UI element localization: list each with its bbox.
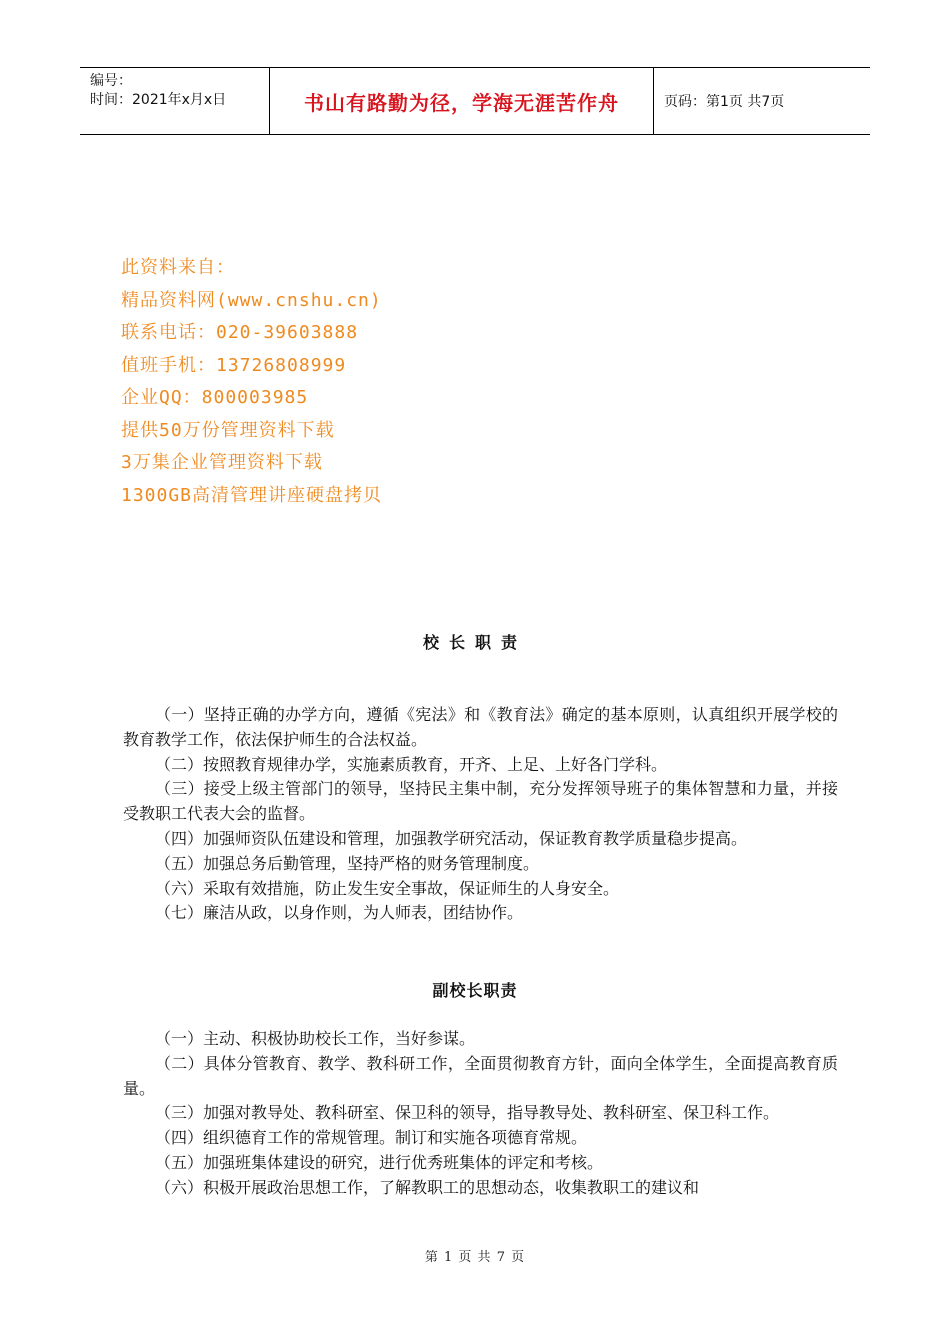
duty-item: （二）按照教育规律办学，实施素质教育，开齐、上足、上好各门学科。: [155, 754, 668, 774]
header-info-cell: [80, 68, 270, 134]
promo-line: 联系电话：020-39603888: [121, 322, 359, 343]
vice-principal-duties-title: 副校长职责: [432, 981, 518, 1000]
promo-line: 1300GB高清管理讲座硬盘拷贝: [121, 484, 383, 506]
document-time-label: 时间：2021年x月x日: [90, 92, 227, 108]
duty-item: （四）加强师资队伍建设和管理，加强教学研究活动，保证教育教学质量稳步提高。: [155, 828, 748, 848]
duty-item: （六）积极开展政治思想工作，了解教职工的思想动态，收集教职工的建议和: [155, 1177, 700, 1197]
duty-item: （五）加强班集体建设的研究，进行优秀班集体的评定和考核。: [155, 1152, 604, 1172]
document-number-label: 编号：: [90, 73, 132, 89]
promo-line: 值班手机：13726808999: [121, 354, 347, 376]
header-page-number: 页码：第1页 共7页: [664, 94, 785, 110]
duty-item: （五）加强总务后勤管理，坚持严格的财务管理制度。: [155, 853, 540, 873]
page-footer: 第 1 页 共 7 页: [424, 1250, 526, 1265]
principal-duties-list: [123, 703, 838, 926]
promo-line: 提供50万份管理资料下载: [121, 419, 335, 441]
promo-line: 此资料来自：: [121, 257, 235, 278]
duty-item: （三）加强对教导处、教科研室、保卫科的领导，指导教导处、教科研室、保卫科工作。: [155, 1103, 780, 1123]
header-table: [80, 67, 870, 135]
promo-line: 3万集企业管理资料下载: [121, 452, 323, 473]
vice-principal-duties-list: [123, 1027, 838, 1201]
duty-item: （三）接受上级主管部门的领导，坚持民主集中制，充分发挥领导班子的集体智慧和力量，并接受教职工代表大会的监督。: [123, 779, 838, 824]
duty-item: （六）采取有效措施，防止发生安全事故，保证师生的人身安全。: [155, 878, 620, 898]
duty-item: （一）主动、积极协助校长工作，当好参谋。: [155, 1029, 476, 1048]
promo-block: [121, 252, 382, 512]
duty-item: （二）具体分管教育、教学、教科研工作，全面贯彻教育方针，面向全体学生，全面提高教育质量。: [123, 1053, 838, 1098]
duty-item: （七）廉洁从政，以身作则，为人师表，团结协作。: [155, 903, 524, 923]
header-motto: 书山有路勤为径，学海无涯苦作舟: [270, 68, 654, 134]
principal-duties-title: 校长职责: [422, 633, 527, 652]
duty-item: （四）组织德育工作的常规管理。制订和实施各项德育常规。: [155, 1128, 588, 1148]
promo-line: 精品资料网(www.cnshu.cn): [121, 289, 382, 311]
promo-line: 企业QQ：800003985: [121, 387, 309, 408]
duty-item: （一）坚持正确的办学方向，遵循《宪法》和《教育法》确定的基本原则，认真组织开展学校的教育教学工作，依法保护师生的合法权益。: [123, 705, 838, 749]
